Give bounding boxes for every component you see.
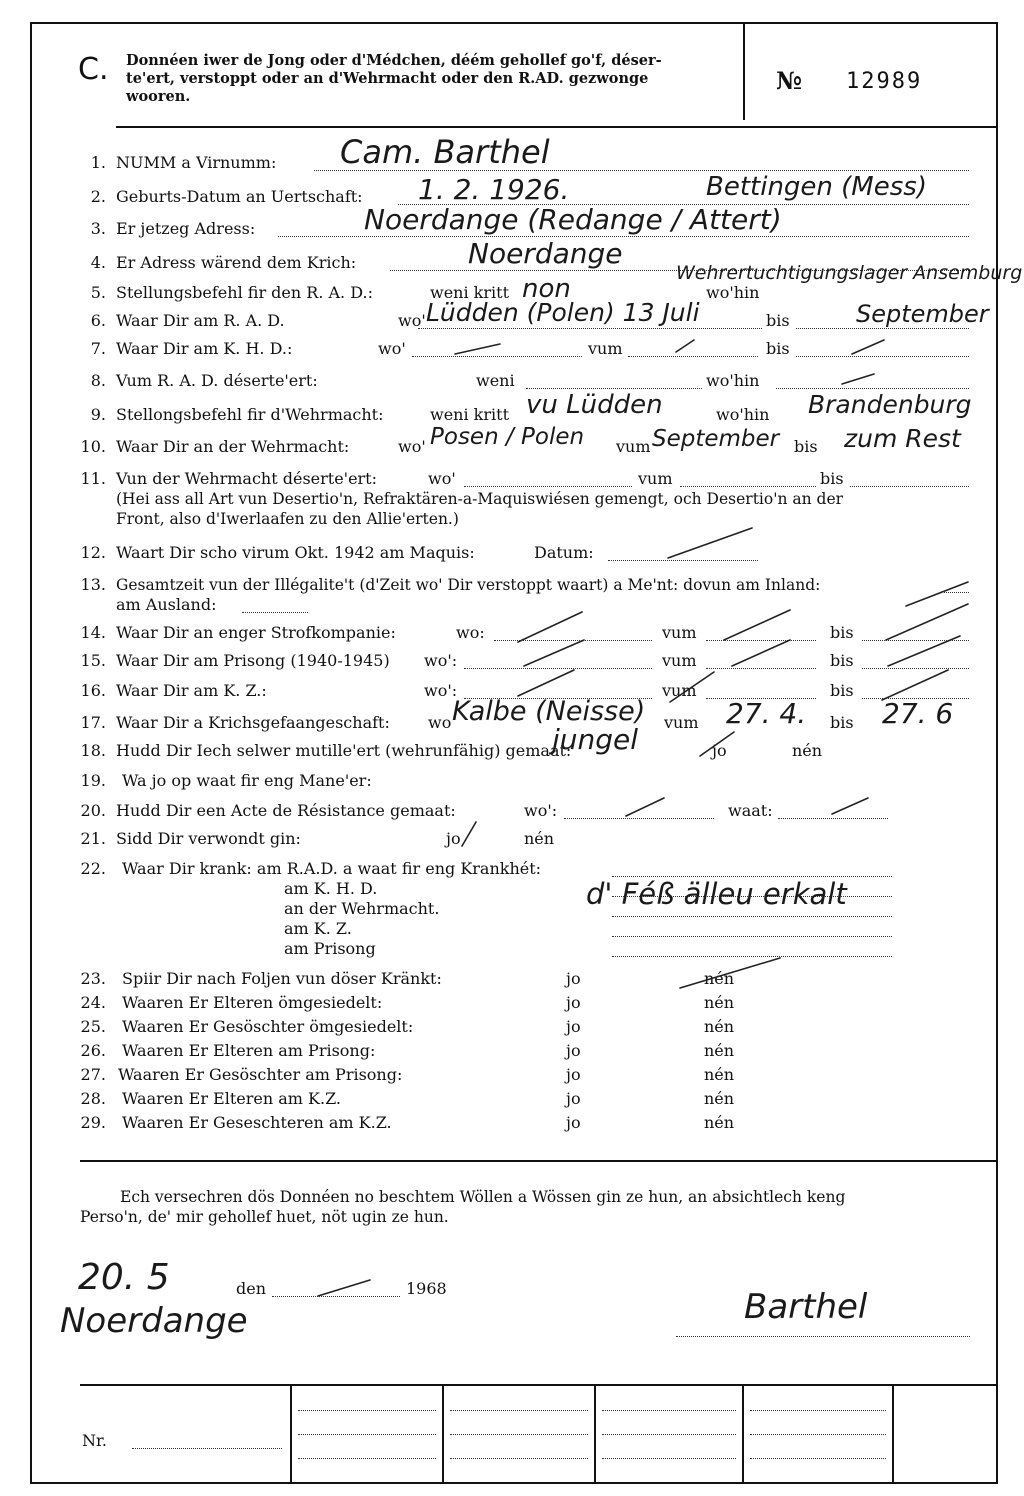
row-18-jo: jo: [712, 741, 727, 760]
row-17-wo: wo: [428, 713, 452, 732]
row-20-waat: waat:: [728, 801, 773, 820]
row-23-number: 23.: [80, 969, 106, 988]
row-9-answer: vu Lüdden: [526, 390, 663, 420]
strike-row-15-vum: [732, 640, 790, 666]
row-20-number: 20.: [80, 801, 106, 820]
strike-row-12: [668, 528, 752, 558]
row-11-note-1: (Hei ass all Art vun Desertio'n, Refraktären-a-Maquiswiésen gemengt, och Desertio'n an der: [116, 490, 844, 508]
row-17-vum: vum: [664, 713, 699, 732]
row-21-jo: jo: [446, 829, 461, 848]
strike-row-7-vum: [676, 340, 694, 352]
row-21-number: 21.: [80, 829, 106, 848]
strike-row-14-wo: [518, 612, 582, 642]
row-24-jo: jo: [566, 993, 581, 1012]
row-6-answer-bis: September: [856, 300, 989, 328]
row-5-label: Stellungsbefehl fir den R. A. D.:: [116, 283, 373, 302]
row-14-wo: wo:: [456, 623, 485, 642]
row-10-bis: bis: [794, 437, 818, 456]
row-10-answer: Posen / Polen: [430, 424, 585, 450]
row-27-label: Waaren Er Gesöschter am Prisong:: [118, 1065, 403, 1084]
row-1-answer: Cam. Barthel: [340, 133, 550, 171]
row-18-answer: jungel: [552, 723, 639, 756]
row-12-label: Waart Dir scho virum Okt. 1942 am Maquis:: [116, 543, 475, 562]
row-28-nen: nén: [704, 1089, 735, 1108]
row-28-label: Waaren Er Elteren am K.Z.: [122, 1089, 342, 1108]
row-2-number: 2.: [90, 187, 106, 206]
header-title-line3: wooren.: [126, 88, 191, 105]
row-17-bis: bis: [830, 713, 854, 732]
row-6-label: Waar Dir am R. A. D.: [116, 311, 285, 330]
signature-date: 20. 5: [78, 1257, 170, 1298]
row-10-label: Waar Dir an der Wehrmacht:: [116, 437, 350, 456]
row-9-answer-place: Brandenburg: [808, 390, 972, 419]
row-5-wohin: wo'hin: [706, 283, 760, 302]
row-24-nen: nén: [704, 993, 735, 1012]
row-24-label: Waaren Er Elteren ömgesiedelt:: [122, 993, 383, 1012]
row-11-note-2: Front, also d'Iwerlaafen zu den Allie'erten.): [116, 510, 459, 528]
header-title-line1: Donnéen iwer de Jong oder d'Médchen, déém gehollef go'f, déser-: [126, 52, 662, 69]
row-18-nen: nén: [792, 741, 823, 760]
row-8-label: Vum R. A. D. déserte'ert:: [116, 371, 318, 390]
row-7-vum: vum: [588, 339, 623, 358]
row-22-sub-prisong: am Prisong: [284, 939, 376, 958]
row-11-label: Vun der Wehrmacht déserte'ert:: [116, 469, 377, 488]
strike-row-20-waat: [832, 798, 868, 814]
row-29-number: 29.: [80, 1113, 106, 1132]
row-13-label-ausland: am Ausland:: [116, 595, 217, 614]
row-19-number: 19.: [80, 771, 106, 790]
strike-row-16-vum: [670, 672, 714, 702]
row-11-number: 11.: [80, 469, 106, 488]
row-15-vum: vum: [662, 651, 697, 670]
strike-row-16-wo: [518, 670, 574, 696]
strike-row-7-wo: [455, 344, 500, 354]
row-21-nen: nén: [524, 829, 555, 848]
row-6-wo: wo': [398, 311, 426, 330]
row-9-weni: weni kritt: [430, 405, 509, 424]
row-25-number: 25.: [80, 1017, 106, 1036]
number-symbol: №: [776, 66, 803, 95]
declaration-line1: Ech versechren dös Donnéen no beschtem Wöllen a Wössen gin ze hun, an absichtlech keng: [120, 1188, 846, 1206]
row-14-bis: bis: [830, 623, 854, 642]
row-9-number: 9.: [90, 405, 106, 424]
row-3-label: Er jetzeg Adress:: [116, 219, 256, 238]
row-28-jo: jo: [566, 1089, 581, 1108]
row-16-vum: vum: [662, 681, 697, 700]
row-24-number: 24.: [80, 993, 106, 1012]
row-22-label: Waar Dir krank: am R.A.D. a waat fir eng Krankhét:: [122, 859, 542, 878]
row-9-label: Stellongsbefehl fir d'Wehrmacht:: [116, 405, 384, 424]
row-8-weni: weni: [476, 371, 515, 390]
row-26-number: 26.: [80, 1041, 106, 1060]
row-27-jo: jo: [566, 1065, 581, 1084]
strike-row-14-bis: [886, 604, 968, 640]
row-5-answer: non: [522, 274, 571, 304]
header-title-line2: te'ert, verstoppt oder an d'Wehrmacht oder den R.AD. gezwonge: [126, 70, 649, 87]
row-27-number: 27.: [80, 1065, 106, 1084]
row-7-bis: bis: [766, 339, 790, 358]
row-23-label: Spiir Dir nach Foljen vun döser Kränkt:: [122, 969, 442, 988]
footer-nr-label: Nr.: [82, 1431, 107, 1450]
row-2-answer: 1. 2. 1926.: [418, 173, 570, 206]
row-4-label: Er Adress wärend dem Krich:: [116, 253, 357, 272]
strike-row-7-bis: [852, 340, 884, 354]
row-10-answer-bis: zum Rest: [844, 424, 961, 453]
row-22-sub-kz: am K. Z.: [284, 919, 352, 938]
row-13-label: Gesamtzeit vun der Illégalite't (d'Zeit wo' Dir verstoppt waart) a Me'nt: dovun am Inland:: [116, 576, 821, 594]
row-19-label: Wa jo op waat fir eng Mane'er:: [122, 771, 372, 790]
row-13-number: 13.: [80, 575, 106, 594]
row-6-bis: bis: [766, 311, 790, 330]
row-12-number: 12.: [80, 543, 106, 562]
row-16-wo: wo':: [424, 681, 458, 700]
row-17-answer-bis: 27. 6: [882, 697, 954, 730]
row-10-vum: vum: [616, 437, 651, 456]
row-8-number: 8.: [90, 371, 106, 390]
row-5-weni: weni kritt: [430, 283, 509, 302]
strike-row-20-wo: [626, 798, 664, 816]
row-10-answer-vum: September: [652, 426, 780, 452]
row-1-label: NUMM a Virnumm:: [116, 153, 277, 172]
row-3-answer: Noerdange (Redange / Attert): [364, 203, 782, 236]
row-3-number: 3.: [90, 219, 106, 238]
row-16-bis: bis: [830, 681, 854, 700]
strike-row-18-jo: [700, 732, 734, 756]
row-17-number: 17.: [80, 713, 106, 732]
row-7-wo: wo': [378, 339, 406, 358]
row-16-number: 16.: [80, 681, 106, 700]
row-10-number: 10.: [80, 437, 106, 456]
row-26-jo: jo: [566, 1041, 581, 1060]
row-5-number: 5.: [90, 283, 106, 302]
row-18-number: 18.: [80, 741, 106, 760]
row-22-number: 22.: [80, 859, 106, 878]
signature-place: Noerdange: [60, 1301, 248, 1341]
row-11-vum: vum: [638, 469, 673, 488]
strike-row-13-inland: [906, 582, 968, 606]
declaration-line2: Perso'n, de' mir gehollef huet, nöt ugin ze hun.: [80, 1208, 449, 1226]
row-15-label: Waar Dir am Prisong (1940-1945): [116, 651, 390, 670]
row-7-number: 7.: [90, 339, 106, 358]
strike-row-15-bis: [888, 636, 960, 666]
row-22-sub-khd: am K. H. D.: [284, 879, 378, 898]
signature: Barthel: [744, 1287, 868, 1327]
row-1-number: 1.: [90, 153, 106, 172]
section-letter: C.: [78, 52, 109, 87]
row-17-answer: Kalbe (Neisse): [452, 696, 646, 727]
row-23-nen: nén: [704, 969, 735, 988]
row-14-number: 14.: [80, 623, 106, 642]
row-15-bis: bis: [830, 651, 854, 670]
row-4-number: 4.: [90, 253, 106, 272]
row-8-wohin: wo'hin: [706, 371, 760, 390]
signature-den: den: [236, 1279, 267, 1298]
row-27-nen: nén: [704, 1065, 735, 1084]
row-25-label: Waaren Er Gesöschter ömgesiedelt:: [122, 1017, 414, 1036]
row-14-vum: vum: [662, 623, 697, 642]
row-22-sub-wehrmacht: an der Wehrmacht.: [284, 899, 440, 918]
row-23-jo: jo: [566, 969, 581, 988]
row-20-label: Hudd Dir een Acte de Résistance gemaat:: [116, 801, 456, 820]
row-4-answer: Noerdange: [468, 237, 623, 270]
strike-signature-date: [318, 1280, 370, 1296]
row-26-nen: nén: [704, 1041, 735, 1060]
row-11-wo: wo': [428, 469, 456, 488]
row-25-jo: jo: [566, 1017, 581, 1036]
row-17-answer-vum: 27. 4.: [726, 697, 807, 730]
row-6-number: 6.: [90, 311, 106, 330]
row-14-label: Waar Dir an enger Strofkompanie:: [116, 623, 396, 642]
row-15-number: 15.: [80, 651, 106, 670]
row-21-label: Sidd Dir verwondt gin:: [116, 829, 301, 848]
row-16-label: Waar Dir am K. Z.:: [116, 681, 267, 700]
strike-row-21-jo: [462, 822, 476, 846]
row-2-label: Geburts-Datum an Uertschaft:: [116, 187, 363, 206]
strike-row-15-wo: [524, 640, 584, 666]
row-28-number: 28.: [80, 1089, 106, 1108]
signature-year: 1968: [406, 1279, 447, 1298]
strike-row-16-bis: [882, 670, 948, 700]
strike-row-23-nen: [680, 958, 780, 988]
row-26-label: Waaren Er Elteren am Prisong:: [122, 1041, 376, 1060]
row-7-label: Waar Dir am K. H. D.:: [116, 339, 293, 358]
row-10-wo: wo': [398, 437, 426, 456]
row-2-answer-place: Bettingen (Mess): [706, 172, 927, 202]
row-12-datum: Datum:: [534, 543, 594, 562]
row-15-wo: wo':: [424, 651, 458, 670]
row-29-nen: nén: [704, 1113, 735, 1132]
strike-row-14-vum: [724, 610, 790, 640]
row-22-answer: d' Féß älleu erkalt: [586, 877, 847, 911]
row-17-label: Waar Dir a Krichsgefaangeschaft:: [116, 713, 390, 732]
row-29-label: Waaren Er Geseschteren am K.Z.: [122, 1113, 392, 1132]
row-9-wohin: wo'hin: [716, 405, 770, 424]
row-18-label: Hudd Dir Iech selwer mutille'ert (wehrunfähig) gemaat:: [116, 741, 572, 760]
strike-row-8-wohin: [842, 374, 874, 384]
row-6-answer: Lüdden (Polen) 13 Juli: [426, 298, 700, 327]
row-20-wo: wo':: [524, 801, 558, 820]
form-number: 12989: [846, 69, 923, 94]
row-29-jo: jo: [566, 1113, 581, 1132]
row-25-nen: nén: [704, 1017, 735, 1036]
row-5-answer-place: Wehrertuchtigungslager Ansemburg: [676, 262, 1023, 284]
row-11-bis: bis: [820, 469, 844, 488]
